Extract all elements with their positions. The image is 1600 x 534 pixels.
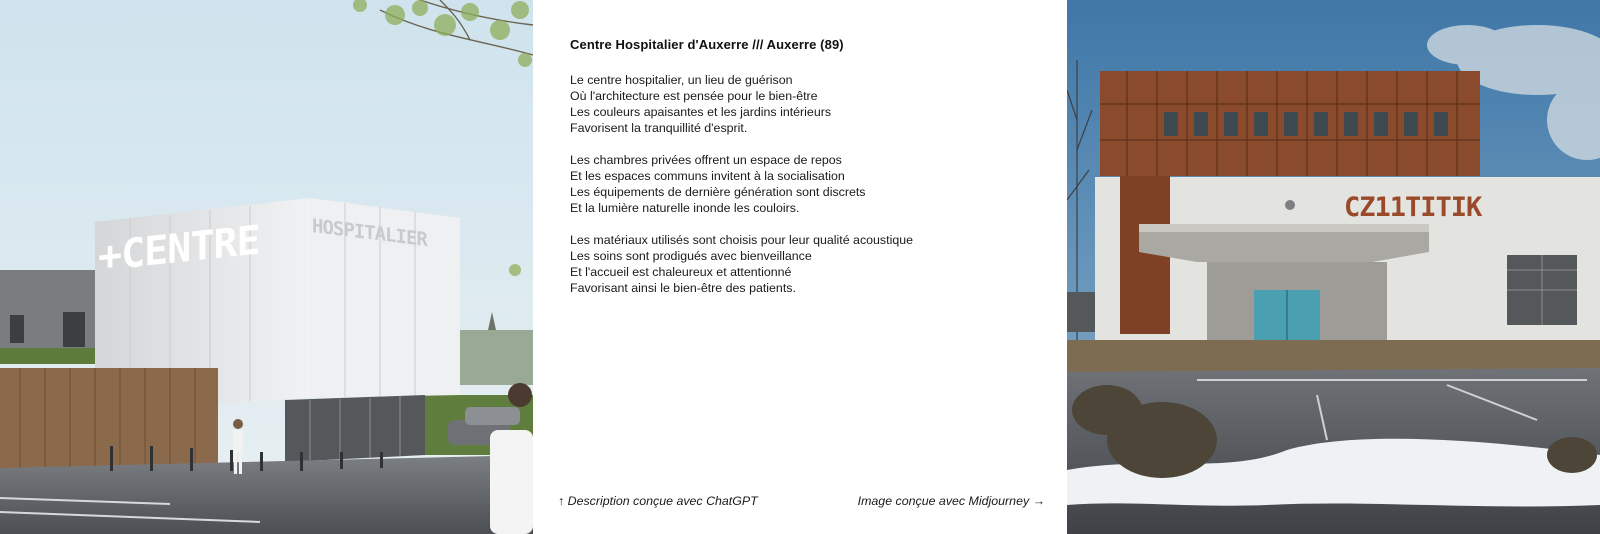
distant-town — [455, 330, 533, 385]
stanza-2 — [570, 152, 1040, 216]
caption-midjourney: Image conçue avec Midjourney → — [857, 494, 1045, 508]
rendering-illustration — [0, 0, 533, 534]
poem-line: Les équipements de dernière génération sont discrets — [570, 185, 866, 199]
poem-line: Favorisant ainsi le bien-être des patients. — [570, 281, 796, 295]
poem-line: Et l'accueil est chaleureux et attentionné — [570, 265, 792, 279]
poem-line: Favorisent la tranquillité d'esprit. — [570, 121, 748, 135]
facade-sign-left: +CENTRE — [98, 217, 260, 281]
text-panel — [533, 0, 1067, 534]
caption-chatgpt: ↑ Description conçue avec ChatGPT — [558, 494, 758, 508]
midjourney-illustration — [1067, 0, 1600, 534]
poem-line: Où l'architecture est pensée pour le bien-être — [570, 89, 818, 103]
road — [0, 455, 533, 534]
entrance-canopy — [1139, 228, 1429, 262]
poem-line: Et la lumière naturelle inonde les couloirs. — [570, 201, 800, 215]
building-sign: CZ11TITIK — [1344, 192, 1482, 223]
poem — [570, 72, 1040, 312]
poem-line: Les soins sont prodigués avec bienveillance — [570, 249, 812, 263]
midjourney-image — [1067, 0, 1600, 534]
poem-line: Les chambres privées offrent un espace de repos — [570, 153, 842, 167]
stanza-1 — [570, 72, 1040, 136]
poem-line: Les couleurs apaisantes et les jardins intérieurs — [570, 105, 832, 119]
wood-fence — [0, 368, 218, 473]
poem-line: Et les espaces communs invitent à la socialisation — [570, 169, 845, 183]
poem-line: Les matériaux utilisés sont choisis pour leur qualité acoustique — [570, 233, 913, 247]
architectural-rendering-image — [0, 0, 533, 534]
page-title: Centre Hospitalier d'Auxerre /// Auxerre (89) — [570, 37, 844, 52]
facade-sign-right: HOSPITALIER — [312, 214, 427, 252]
stanza-3 — [570, 232, 1040, 296]
poem-line: Le centre hospitalier, un lieu de guérison — [570, 73, 793, 87]
